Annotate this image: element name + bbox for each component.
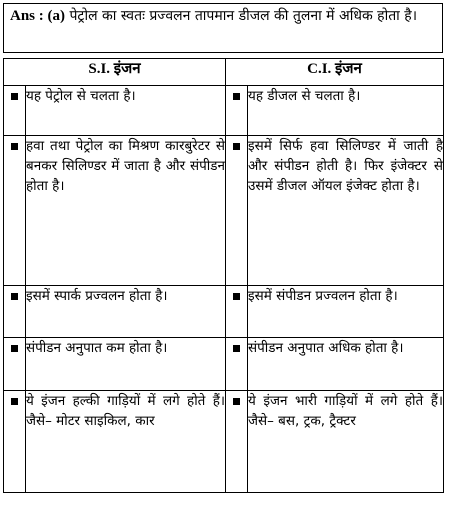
square-bullet-icon	[11, 293, 18, 300]
table-row	[4, 86, 444, 136]
comparison-table	[3, 58, 444, 493]
answer-text: पेट्रोल का स्वतः प्रज्वलन तापमान डीजल की तुलना में अधिक होता है।	[69, 8, 417, 24]
square-bullet-icon	[11, 345, 18, 352]
bullet-cell	[4, 391, 26, 493]
table-row	[4, 286, 444, 338]
header-si: S.I. इंजन	[4, 59, 226, 86]
table-row	[4, 338, 444, 391]
square-bullet-icon	[11, 398, 18, 405]
bullet-cell	[226, 286, 248, 338]
square-bullet-icon	[233, 293, 240, 300]
bullet-cell	[4, 338, 26, 391]
square-bullet-icon	[233, 143, 240, 150]
table-row	[4, 136, 444, 286]
bullet-cell	[4, 86, 26, 136]
square-bullet-icon	[233, 345, 240, 352]
ci-cell: यह डीजल से चलता है।	[248, 86, 444, 136]
bullet-cell	[226, 391, 248, 493]
bullet-cell	[4, 286, 26, 338]
answer-box	[3, 3, 443, 53]
square-bullet-icon	[233, 398, 240, 405]
square-bullet-icon	[11, 143, 18, 150]
bullet-cell	[226, 136, 248, 286]
si-cell: हवा तथा पेट्रोल का मिश्रण कारबुरेटर से बनकर सिलिण्डर में जाता है और संपीडन होता है।	[26, 136, 226, 286]
ci-cell: इसमें सिर्फ हवा सिलिण्डर में जाती है और संपीडन होती है। फिर इंजेक्टर से उसमें डीजल ऑयल इंजेक्ट होता है।	[248, 136, 444, 286]
header-ci: C.I. इंजन	[226, 59, 444, 86]
si-cell: यह पेट्रोल से चलता है।	[26, 86, 226, 136]
ci-cell: संपीडन अनुपात अधिक होता है।	[248, 338, 444, 391]
ci-cell: इसमें संपीडन प्रज्वलन होता है।	[248, 286, 444, 338]
header-row	[4, 59, 444, 86]
square-bullet-icon	[11, 93, 18, 100]
si-cell: संपीडन अनुपात कम होता है।	[26, 338, 226, 391]
answer-label: Ans : (a)	[10, 8, 65, 24]
square-bullet-icon	[233, 93, 240, 100]
table-row	[4, 391, 444, 493]
si-cell: इसमें स्पार्क प्रज्वलन होता है।	[26, 286, 226, 338]
ci-cell: ये इंजन भारी गाड़ियों में लगे होते हैं। जैसे– बस, ट्रक, ट्रैक्टर	[248, 391, 444, 493]
bullet-cell	[226, 338, 248, 391]
bullet-cell	[226, 86, 248, 136]
si-cell: ये इंजन हल्की गाड़ियों में लगे होते हैं। जैसे– मोटर साइकिल, कार	[26, 391, 226, 493]
bullet-cell	[4, 136, 26, 286]
